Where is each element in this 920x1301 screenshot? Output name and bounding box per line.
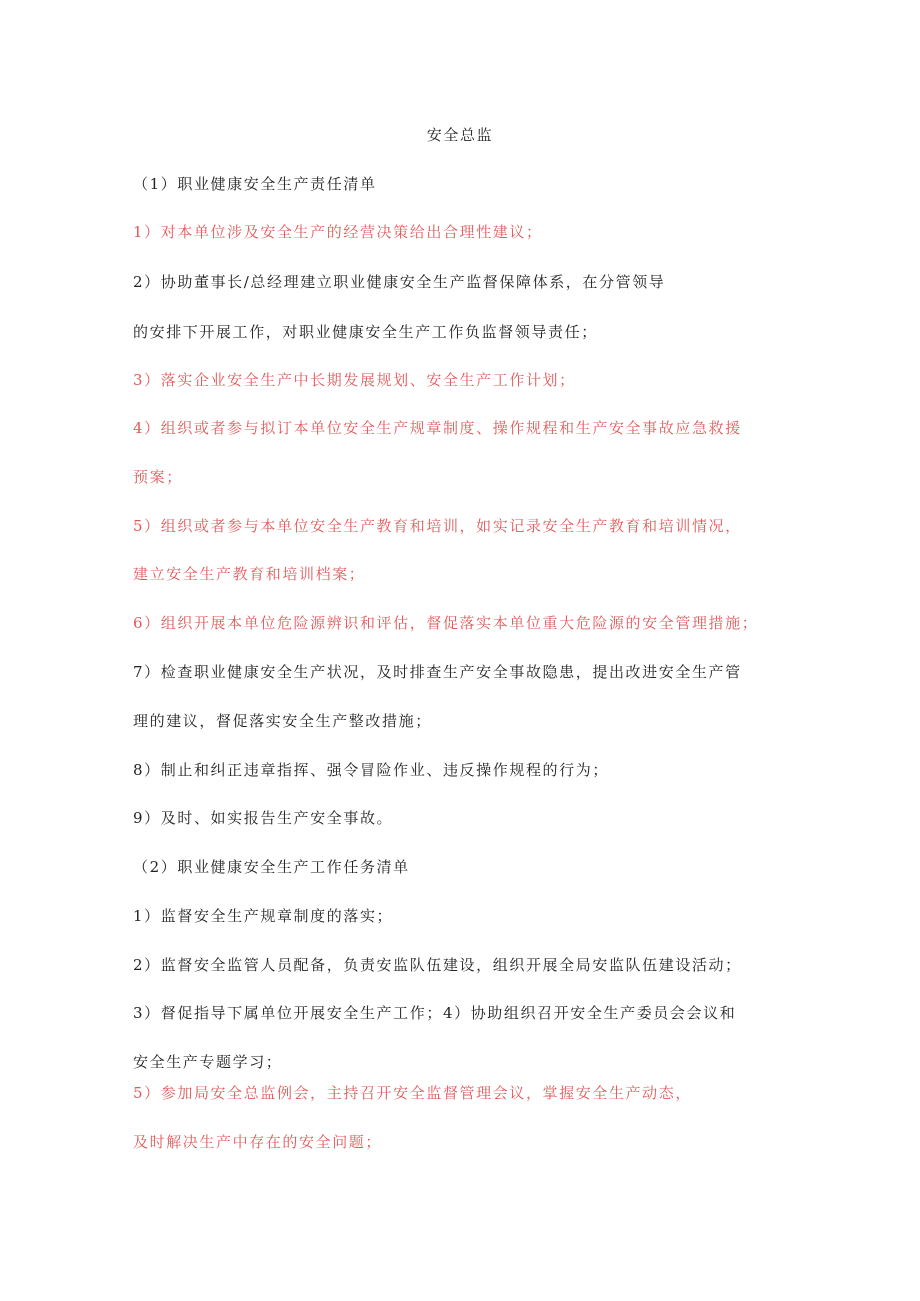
section1-heading: （1）职业健康安全生产责任清单 <box>133 175 377 193</box>
s1-item1: 1）对本单位涉及安全生产的经营决策给出合理性建议； <box>133 223 543 241</box>
s1-item4-line1: 4）组织或者参与拟订本单位安全生产规章制度、操作规程和生产安全事故应急救援 <box>133 419 742 437</box>
s1-item9: 9）及时、如实报告生产安全事故。 <box>133 809 394 827</box>
s1-item3: 3）落实企业安全生产中长期发展规划、安全生产工作计划； <box>133 371 576 389</box>
document-title: 安全总监 <box>426 126 494 144</box>
s2-item3-line1: 3）督促指导下属单位开展安全生产工作；4）协助组织召开安全生产委员会会议和 <box>133 1004 737 1022</box>
s2-item5-line2: 及时解决生产中存在的安全问题； <box>133 1133 383 1151</box>
s1-item5-line1: 5）组织或者参与本单位安全生产教育和培训，如实记录安全生产教育和培训情况， <box>133 517 742 535</box>
section2-heading: （2）职业健康安全生产工作任务清单 <box>133 858 410 876</box>
s1-item5-line2: 建立安全生产教育和培训档案； <box>133 565 366 583</box>
s1-item2-line2: 的安排下开展工作，对职业健康安全生产工作负监督领导责任； <box>133 323 598 341</box>
s2-item5-line1: 5）参加局安全总监例会，主持召开安全监督管理会议，掌握安全生产动态， <box>133 1084 692 1102</box>
s2-item3-line2: 安全生产专题学习； <box>133 1053 283 1071</box>
s1-item8: 8）制止和纠正违章指挥、强令冒险作业、违反操作规程的行为； <box>133 761 609 779</box>
s1-item7-line2: 理的建议，督促落实安全生产整改措施； <box>133 712 432 730</box>
s2-item1: 1）监督安全生产规章制度的落实； <box>133 907 394 925</box>
s1-item2-line1: 2）协助董事长/总经理建立职业健康安全生产监督保障体系，在分管领导 <box>133 273 666 291</box>
s1-item7-line1: 7）检查职业健康安全生产状况，及时排查生产安全事故隐患，提出改进安全生产管 <box>133 663 742 681</box>
s1-item4-line2: 预案； <box>133 468 183 486</box>
s1-item6: 6）组织开展本单位危险源辨识和评估，督促落实本单位重大危险源的安全管理措施； <box>133 614 759 632</box>
s2-item2: 2）监督安全监管人员配备，负责安监队伍建设，组织开展全局安监队伍建设活动； <box>133 956 742 974</box>
